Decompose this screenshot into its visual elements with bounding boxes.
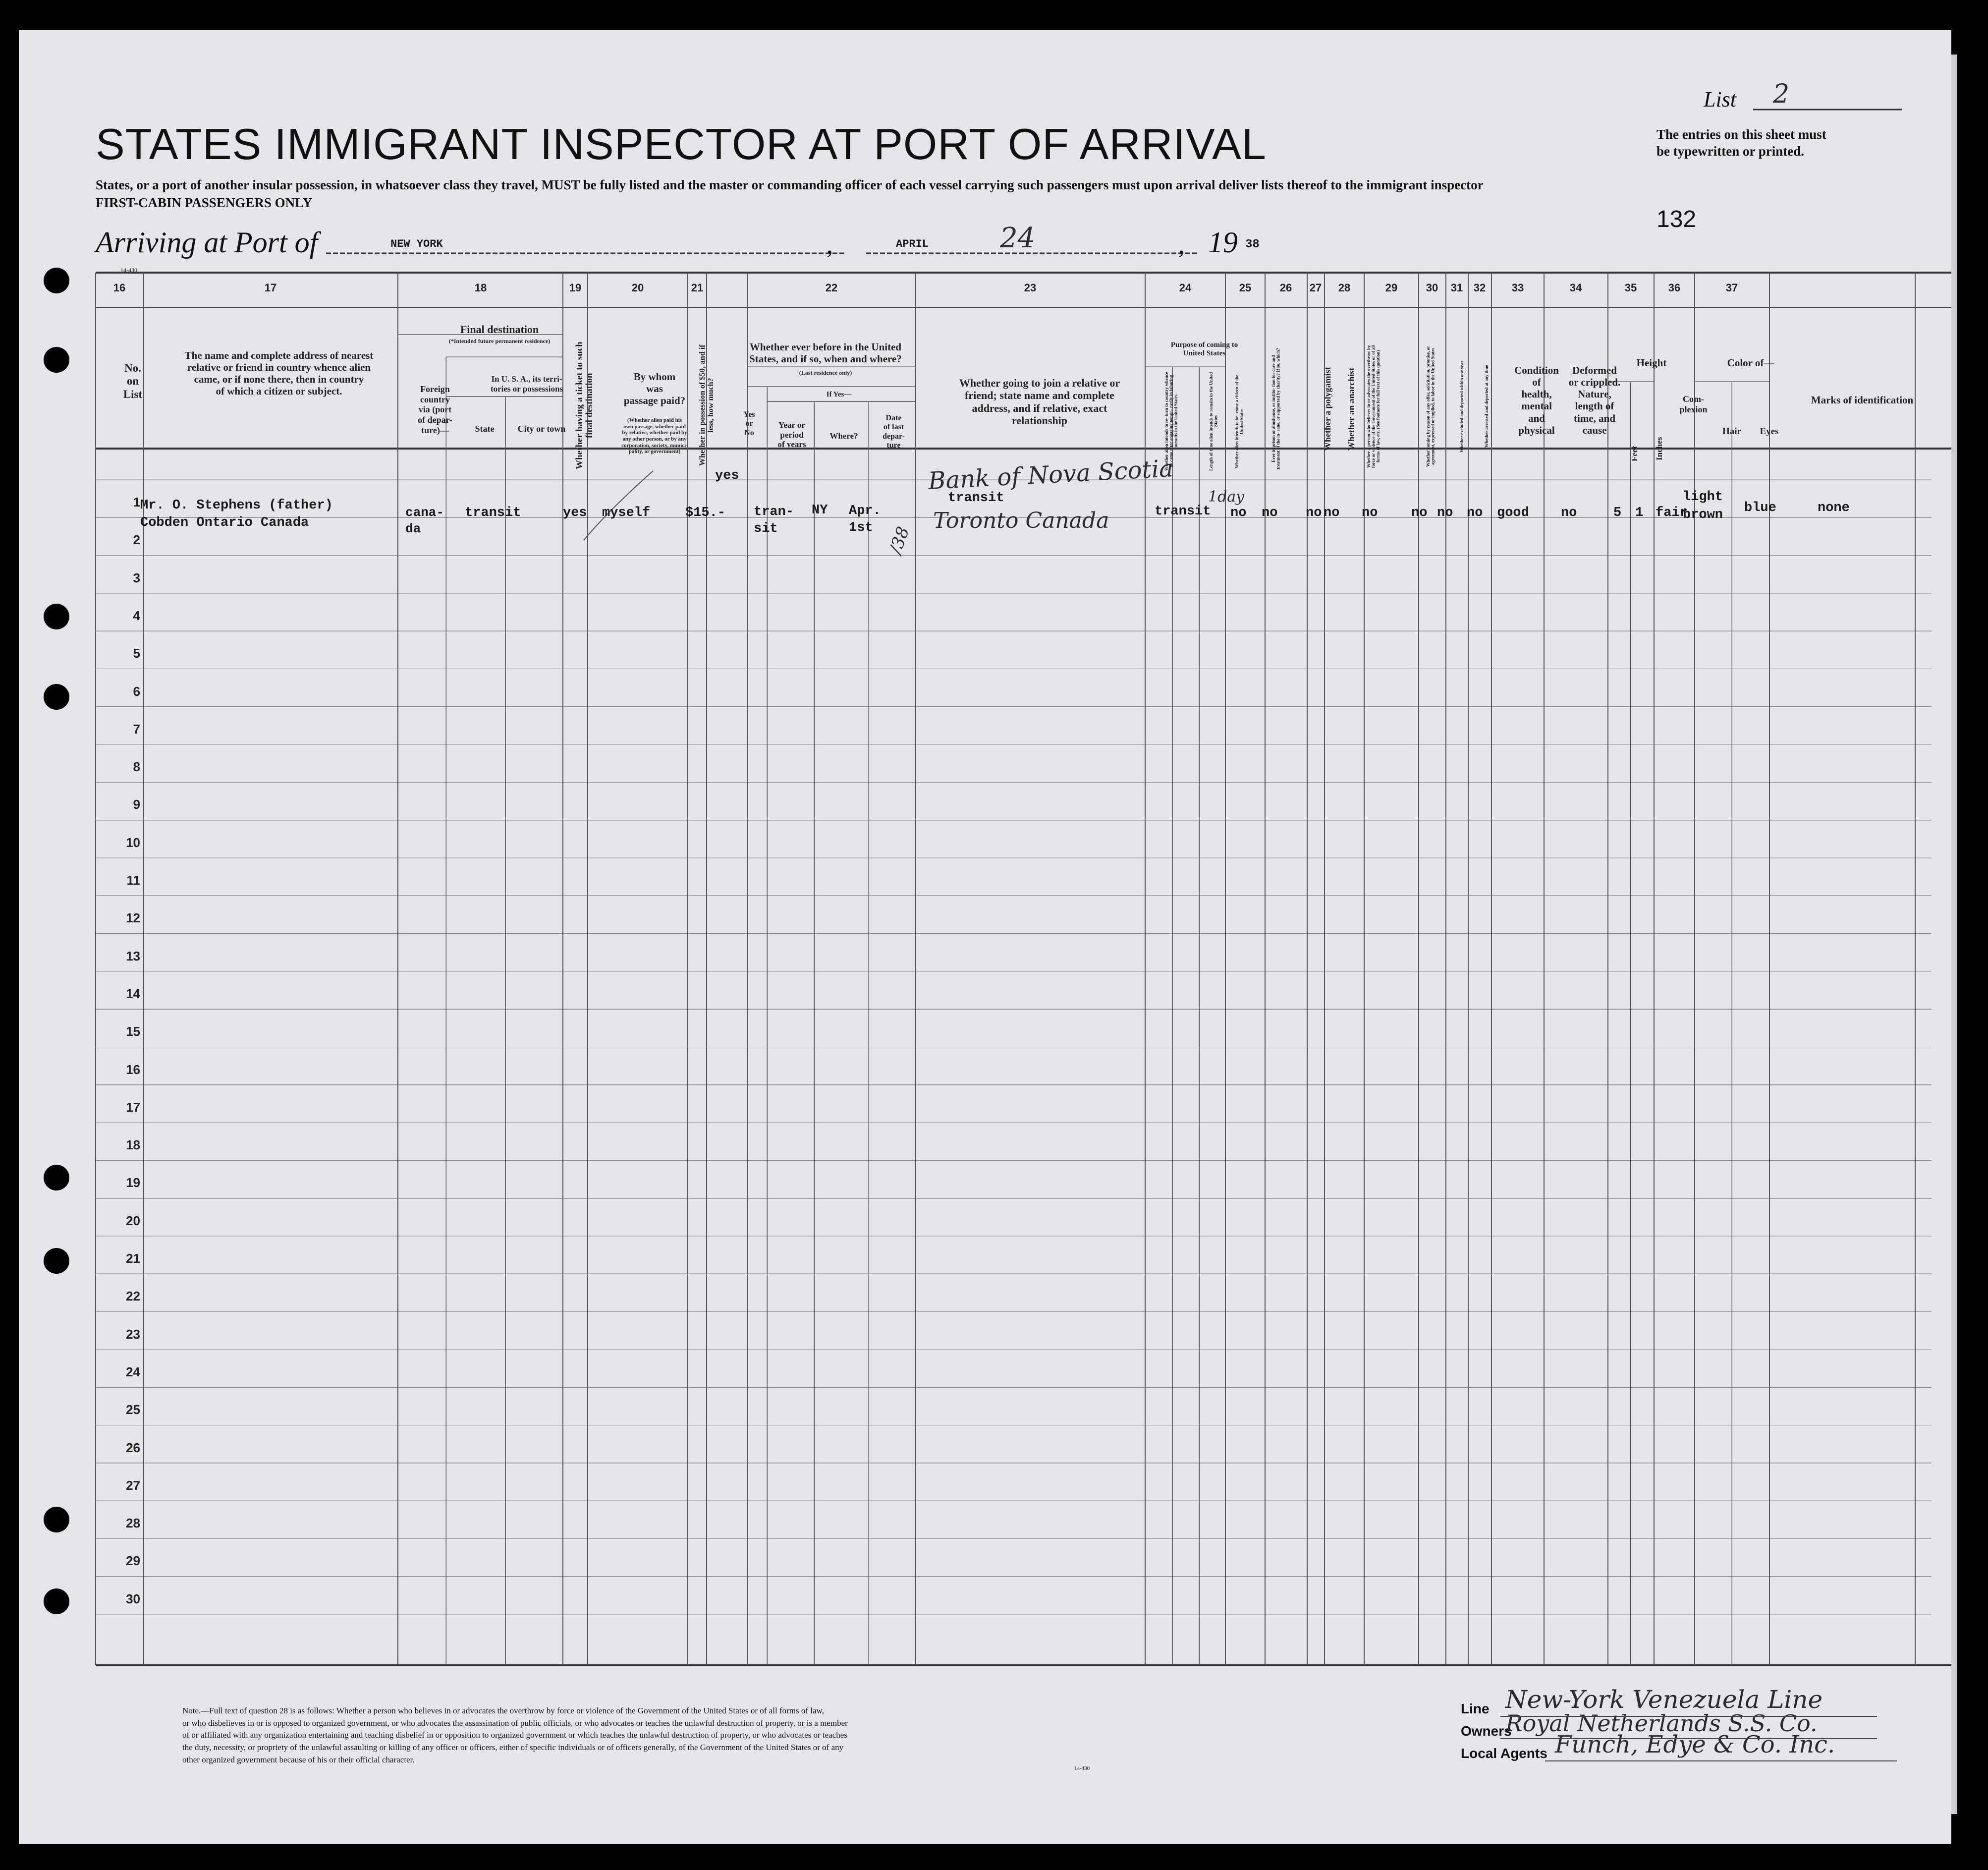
binder-hole xyxy=(44,684,69,710)
header-money: Whether in possession of $50, and if less, how much? xyxy=(698,344,715,466)
header-polygamist: Whether a polygamist xyxy=(1323,367,1332,451)
header-usa: In U. S. A., its terri- tories or possessions xyxy=(490,374,563,394)
polygamist-value: no xyxy=(1306,506,1322,520)
header-deported: Whether arrested and deported at any time xyxy=(1484,365,1489,448)
header-excluded: Whether excluded and deported within one year xyxy=(1459,360,1464,453)
purpose-value: transit xyxy=(1155,504,1211,519)
header-state: State xyxy=(475,424,495,434)
line-label: Line xyxy=(1461,1701,1490,1716)
complexion-value: fair xyxy=(1656,506,1688,520)
overthrow-value: no xyxy=(1362,506,1378,520)
feet-value: 5 xyxy=(1613,506,1622,520)
manifest-sheet xyxy=(19,30,1951,1844)
prison-value: no xyxy=(1262,506,1278,520)
row-number: 28 xyxy=(126,1516,140,1531)
money-value: $15.- xyxy=(685,506,726,520)
header-citizen: Whether alien intends to be- come a citizen of the United States xyxy=(1234,374,1244,468)
header-final-destination-note: (*Intended future permanent residence) xyxy=(448,338,551,344)
header-health: Condition of health, mental and physical xyxy=(1514,364,1559,436)
usa-destination-value: transit xyxy=(465,506,521,520)
column-number: 33 xyxy=(1511,282,1524,294)
header-before-in-us: Whether ever before in the United States, and if so, when and where? xyxy=(749,341,902,365)
header-last-departure: Date of last depar- ture xyxy=(883,414,905,450)
foreign-country-value: cana- da xyxy=(405,505,444,536)
citizen-value: no xyxy=(1230,506,1247,520)
marks-value: none xyxy=(1818,501,1850,515)
header-hair: Hair xyxy=(1722,426,1741,437)
row-number: 29 xyxy=(126,1553,140,1569)
comma-2: , xyxy=(1178,231,1185,259)
header-labor-offer: Whether coming by reason of any offer, solicitation, promise, or agreement, expressed or implied, to labor in the United States xyxy=(1426,345,1436,467)
header-final-destination: Final destination xyxy=(460,323,539,336)
arriving-underline xyxy=(326,252,1268,255)
row-number: 2 xyxy=(133,532,140,548)
comma-1: , xyxy=(827,231,833,259)
length-of-stay-value: 1day xyxy=(1208,488,1245,506)
column-number: 24 xyxy=(1179,282,1192,294)
binder-hole xyxy=(44,268,69,293)
row-number: 13 xyxy=(126,948,140,963)
row-number: 5 xyxy=(133,646,140,661)
row-number: 21 xyxy=(126,1251,140,1266)
row-number: 24 xyxy=(126,1364,140,1379)
row-number: 19 xyxy=(126,1175,140,1190)
relative-address: Cobden Ontario Canada xyxy=(140,515,309,530)
line-value: New-York Venezuela Line xyxy=(1505,1685,1823,1714)
header-marks: Marks of identification xyxy=(1811,394,1914,406)
row-number: 9 xyxy=(133,797,140,812)
row-number: 22 xyxy=(126,1289,140,1304)
footnote: Note.—Full text of question 28 is as follows: Whether a person who believes in or advocates the overthrow by force or violence of the Government of the United States or of all forms of law, or who disbelieves in or is opposed to organized government, or who advocates the assassination of public officials, or who advocates or teaches the unlawful destruction of property, or is a member of or affiliated with any organization entertaining and teaching disbelief in or opposition to organized government or which teaches the unlawful destruction of property, or who advocates or teaches the duty, necessity, or propriety of the unlawful assaulting or killing of any officer or officers, either of specific individuals or of officers generally, of the Government of the United States or of any other organized government because of his or their official character. xyxy=(182,1706,848,1764)
binder-hole xyxy=(44,1588,69,1614)
row-number: 15 xyxy=(126,1024,140,1039)
period-value: tran- sit xyxy=(754,505,794,536)
column-number: 21 xyxy=(691,282,704,294)
table-grid xyxy=(19,30,1951,1844)
where-value: NY xyxy=(812,503,828,518)
labor-offer-value: no xyxy=(1411,506,1428,520)
arriving-label: Arriving at Port of xyxy=(96,226,318,259)
year-prefix: 19 xyxy=(1208,226,1238,259)
column-number: 35 xyxy=(1624,282,1637,294)
binder-hole xyxy=(44,604,69,629)
column-number: 29 xyxy=(1385,282,1398,294)
column-number: 17 xyxy=(264,282,277,294)
binder-hole xyxy=(44,1507,69,1532)
join-address-line1: Bank of Nova Scotia xyxy=(927,454,1174,495)
header-passage-paid-note: (Whether alien paid his own passage, whether paid by relative, whether paid by any other person, or by any corporation, society, munici- pality, or government) xyxy=(621,417,688,455)
row-number: 10 xyxy=(126,835,140,850)
header-complexion: Com- plexion xyxy=(1679,394,1708,414)
row-number: 14 xyxy=(126,986,140,1001)
row-number: 27 xyxy=(126,1477,140,1493)
column-number: 16 xyxy=(113,282,126,294)
row-number: 3 xyxy=(133,570,140,585)
subtitle: States, or a port of another insular possession, in whatsoever class they travel, MUST be fully listed and the master or commanding officer of each vessel carrying such passengers must upon arrival deliver lists thereof to the immigrant inspector xyxy=(96,177,1484,192)
column-number: 19 xyxy=(569,282,582,294)
class-line: FIRST-CABIN PASSENGERS ONLY xyxy=(96,195,313,210)
row-number: 16 xyxy=(126,1062,140,1077)
column-number: 20 xyxy=(631,282,644,294)
list-label: List xyxy=(1704,87,1737,112)
row-number: 20 xyxy=(126,1213,140,1228)
header-overthrow: Whether a person who believes in or advocates the overthrow by force or violence of the Government of the United States or of all forms of law, etc. (See footnote for full text of this question) xyxy=(1366,345,1381,468)
column-number: 23 xyxy=(1024,282,1037,294)
header-join-relative: Whether going to join a relative or friend; state name and complete address, and if relative, exact relationship xyxy=(959,377,1120,427)
column-number: 30 xyxy=(1426,282,1438,294)
row-number: 7 xyxy=(133,721,140,737)
row-number: 23 xyxy=(126,1326,140,1342)
footer-underlines xyxy=(1500,1715,1907,1769)
header-list-number: No. on List xyxy=(123,362,143,400)
column-number: 28 xyxy=(1338,282,1351,294)
last-departure-value: Apr. 1st xyxy=(849,504,881,535)
paid-by-value: myself xyxy=(602,506,651,520)
column-number: 36 xyxy=(1668,282,1681,294)
row-number: 12 xyxy=(126,910,140,926)
sheet-number: 132 xyxy=(1657,206,1697,232)
inches-value: 1 xyxy=(1635,506,1644,520)
anarchist-value: no xyxy=(1324,506,1340,520)
before-in-us-value: yes xyxy=(715,468,739,483)
row-number: 11 xyxy=(126,873,140,888)
column-number: 18 xyxy=(474,282,487,294)
join-relative-value: transit xyxy=(948,491,1004,506)
eyes-value: blue xyxy=(1744,501,1776,515)
owners-value: Royal Netherlands S.S. Co. xyxy=(1505,1710,1818,1737)
row-number: 17 xyxy=(126,1099,140,1115)
header-foreign-country: Foreign country via (port of depar- ture)— xyxy=(418,384,452,435)
header-length-of-stay: Length of time alien intends to remain in the United States xyxy=(1209,372,1218,471)
column-number: 34 xyxy=(1569,282,1582,294)
join-address-line2: Toronto Canada xyxy=(933,508,1109,533)
page-title: STATES IMMIGRANT INSPECTOR AT PORT OF ARRIVAL xyxy=(96,119,1267,169)
ticket-value: yes xyxy=(563,506,587,520)
header-purpose: Purpose of coming to United States xyxy=(1170,341,1238,358)
header-passage-paid: By whom was passage paid? xyxy=(623,371,686,407)
header-period: Year or period of years xyxy=(777,420,806,450)
column-number: 22 xyxy=(825,282,838,294)
deported-value: no xyxy=(1467,506,1483,520)
header-return: Whether alien intends to re- turn to country whence he came after engaging tempo- rarily in laboring pursuits in the United States xyxy=(1164,372,1178,471)
row-number: 6 xyxy=(133,683,140,699)
header-prison: Ever in prison or almshouse, or institu- tion for care and treatment of the in- sane, or supported by charity? If so, which? xyxy=(1271,348,1281,470)
header-anarchist: Whether an anarchist xyxy=(1346,367,1356,451)
header-ticket: Whether having a ticket to such final destination xyxy=(574,341,595,469)
header-inches: Inches xyxy=(1655,437,1664,460)
row-number: 1 xyxy=(133,495,140,510)
header-yes-no: Yes or No xyxy=(743,410,755,437)
column-number: 37 xyxy=(1725,282,1738,294)
instructions: The entries on this sheet must be typewritten or printed. xyxy=(1657,127,1826,159)
list-number: 2 xyxy=(1773,79,1790,109)
header-city: City or town xyxy=(517,424,566,434)
row-number: 18 xyxy=(126,1137,140,1153)
last-departure-year: /38 xyxy=(885,524,914,557)
binder-hole xyxy=(44,347,69,373)
header-where: Where? xyxy=(829,431,858,441)
header-if-yes: If Yes— xyxy=(826,391,852,398)
column-number: 25 xyxy=(1239,282,1252,294)
owners-label: Owners xyxy=(1461,1723,1512,1739)
year-suffix: 38 xyxy=(1245,238,1260,251)
row-number: 8 xyxy=(133,759,140,775)
header-color: Color of— xyxy=(1727,357,1774,369)
arrival-month: APRIL xyxy=(896,238,929,250)
row-number: 4 xyxy=(133,608,140,623)
header-relative: The name and complete address of nearest relative or friend in country whence alien came, or if none there, then in country of which a citizen or subject. xyxy=(184,349,374,397)
column-number: 27 xyxy=(1309,282,1322,294)
form-code: 14-430 xyxy=(120,267,137,274)
row-number: 30 xyxy=(126,1591,140,1606)
arrival-day: 24 xyxy=(1000,222,1036,254)
header-before-in-us-note: (Last residence only) xyxy=(799,369,852,376)
column-number: 32 xyxy=(1473,282,1486,294)
hair-value: light brown xyxy=(1683,490,1723,523)
list-underline xyxy=(1753,108,1902,111)
header-feet: Feet xyxy=(1630,446,1639,461)
row-number: 25 xyxy=(126,1402,140,1417)
header-height: Height xyxy=(1636,357,1667,369)
agents-label: Local Agents xyxy=(1461,1746,1547,1761)
excluded-value: no xyxy=(1437,506,1453,520)
footer-form-code: 14-430 xyxy=(1074,1765,1090,1771)
column-number: 31 xyxy=(1450,282,1463,294)
row-number: 26 xyxy=(126,1440,140,1455)
header-deformed: Deformed or crippled. Nature, length of time, and cause xyxy=(1568,364,1621,436)
header-eyes: Eyes xyxy=(1760,426,1779,437)
agents-value: Funch, Edye & Co. Inc. xyxy=(1555,1731,1835,1758)
column-number: 26 xyxy=(1279,282,1292,294)
binder-hole xyxy=(44,1248,69,1274)
binder-hole xyxy=(44,1165,69,1190)
relative-name: Mr. O. Stephens (father) xyxy=(140,498,333,513)
deformed-value: no xyxy=(1561,506,1577,520)
port-name: NEW YORK xyxy=(390,238,443,250)
health-value: good xyxy=(1497,506,1529,520)
